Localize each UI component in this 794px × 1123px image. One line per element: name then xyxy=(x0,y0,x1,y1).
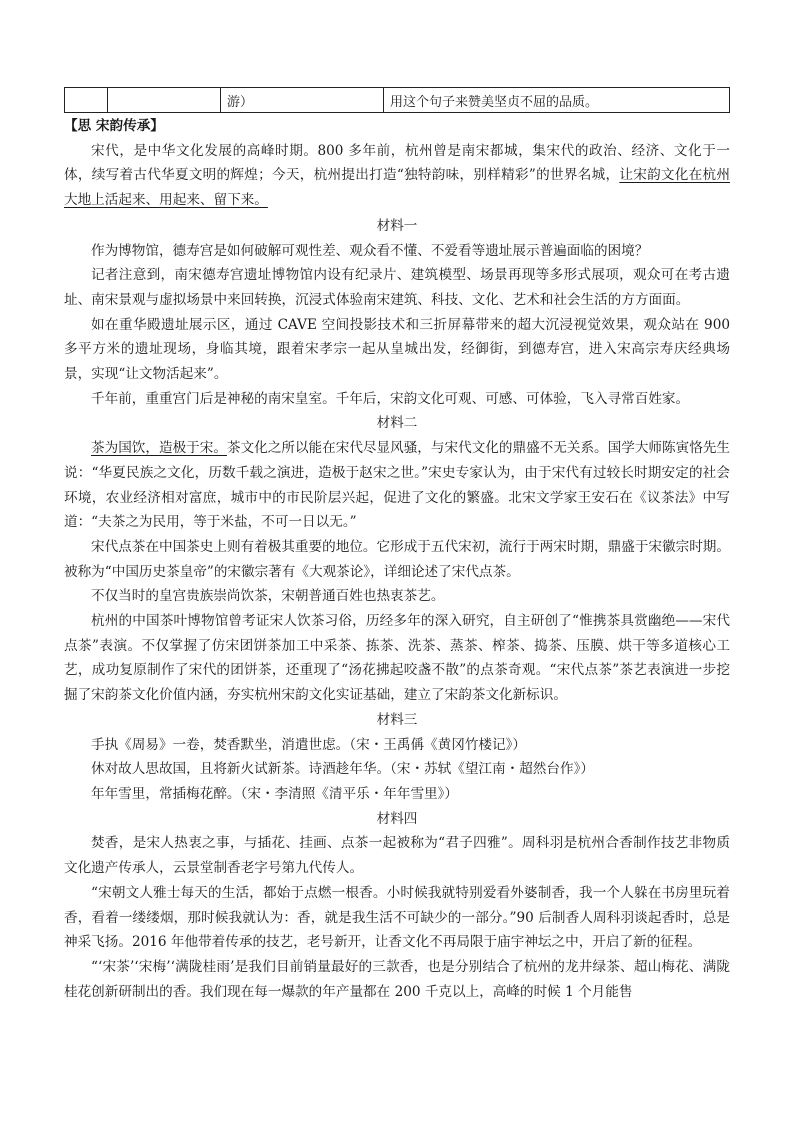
intro-text: 宋代，是中华文化发展的高峰时期。800 多年前，杭州曾是南宋都城，集宋代的政治、经济、文化于一体，续写着古代华夏文明的辉煌；今天，杭州提出打造“独特韵味，别样精彩”的世界名城， xyxy=(64,142,730,184)
material3-heading: 材料三 xyxy=(376,711,418,728)
answer-table xyxy=(64,87,730,113)
intro-paragraph xyxy=(64,139,730,213)
table-cell-number xyxy=(65,88,108,113)
table-row xyxy=(65,88,730,113)
material4-paragraph-2: “宋朝文人雅士每天的生活，都始于点燃一根香。小时候我就特别爱看外婆制香，我一个人躲在书房里玩着香，看着一缕缕烟，那时候我就认为：香，就是我生活不可缺少的一部分。”90 后制香人周科羽谈起香时，总是神采飞扬。2016 年他带着传承的技艺，老号新开，让香文化不再局限于庙宇神坛之中，开启了新的征程。 xyxy=(64,884,730,951)
body-text xyxy=(64,114,730,1004)
material3-line-1: 手执《周易》一卷，焚香默坐，消遣世虑。（宋・王禹偁《黄冈竹楼记》） xyxy=(91,736,526,753)
material2-p1-rest: 茶文化之所以能在宋代尽显风骚，与宋代文化的鼎盛不无关系。国学大师陈寅恪先生说：“华夏民族之文化，历数千载之演进，造极于赵宋之世。”宋史专家认为，由于宋代有过较长时期安定的社会环境，农业经济相对富庶，城市中的市民阶层兴起，促进了文化的繁盛。北宋文学家王安石在《议茶法》中写道：“夫茶之为民用，等于米盐，不可一日以无。” xyxy=(64,440,731,531)
intro-underlined: 让宋韵文化在杭州大地上活起来、用起来、留下来。 xyxy=(64,167,731,209)
material1-paragraph-2: 记者注意到，南宋德寿宫遗址博物馆内设有纪录片、建筑模型、场景再现等多形式展项，观众可在考古遗址、南宋景观与虚拟场景中来回转换，沉浸式体验南宋建筑、科技、文化、艺术和社会生活的方方面面。 xyxy=(64,267,730,308)
material2-paragraph-3: 不仅当时的皇宫贵族崇尚饮茶，宋朝普通百姓也热衷茶艺。 xyxy=(91,588,445,605)
material2-heading: 材料二 xyxy=(376,415,418,432)
material1-paragraph-1: 作为博物馆，德寿宫是如何破解可观性差、观众看不懂、不爱看等遗址展示普遍面临的困境？ xyxy=(91,242,649,259)
table-cell-term xyxy=(108,88,221,113)
material3-line-3: 年年雪里，常插梅花醉。（宋・李清照《清平乐・年年雪里》） xyxy=(91,785,459,802)
material1-paragraph-4: 千年前，重重宫门后是神秘的南宋皇室。千年后，宋韵文化可观、可感、可体验，飞入寻常百姓家。 xyxy=(91,390,690,407)
material2-underlined: 茶为国饮，造极于宋。 xyxy=(91,440,227,457)
material2-paragraph-1 xyxy=(64,436,730,535)
material4-paragraph-1: 焚香，是宋人热衷之事，与插花、挂画、点茶一起被称为“君子四雅”。周科羽是杭州合香制作技艺非物质文化遗产传承人，云景堂制香老字号第九代传人。 xyxy=(64,835,730,877)
material1-heading: 材料一 xyxy=(376,217,418,234)
table-cell-source: 游） xyxy=(221,88,384,113)
material2-paragraph-2: 宋代点茶在中国茶史上则有着极其重要的地位。它形成于五代宋初，流行于两宋时期，鼎盛于宋徽宗时期。被称为“中国历史茶皇帝”的宋徽宗著有《大观茶论》，详细论述了宋代点茶。 xyxy=(64,538,730,580)
section-title: 【思 宋韵传承】 xyxy=(64,118,164,134)
table-cell-usage: 用这个句子来赞美坚贞不屈的品质。 xyxy=(384,88,730,113)
material3-line-2: 休对故人思故国，且将新火试新茶。诗酒趁年华。（宋・苏轼《望江南・超然台作》） xyxy=(91,761,594,778)
material4-heading: 材料四 xyxy=(376,810,418,827)
material1-paragraph-3: 如在重华殿遗址展示区，通过 CAVE 空间投影技术和三折屏幕带来的超大沉浸视觉效果，观众站在 900 多平方米的遗址现场，身临其境，跟着宋孝宗一起从皇城出发，经御街，到德寿宫，进入宋高宗寿庆经典场景，实现“让文物活起来”。 xyxy=(64,316,730,383)
material2-paragraph-4: 杭州的中国茶叶博物馆曾考证宋人饮茶习俗，历经多年的深入研究，自主研创了“惟携茶具赏幽绝——宋代点茶”表演。不仅掌握了仿宋团饼茶加工中采茶、拣茶、洗茶、蒸茶、榨茶、捣茶、压膜、烘干等多道核心工艺，成功复原制作了宋代的团饼茶，还重现了“汤花拂起咬盏不散”的点茶奇观。“宋代点茶”茶艺表演进一步挖掘了宋韵茶文化价值内涵，夯实杭州宋韵文化实证基础，建立了宋韵茶文化新标识。 xyxy=(64,613,730,704)
material4-paragraph-3: “‘宋茶’‘宋梅’‘满陇桂雨’是我们目前销量最好的三款香，也是分别结合了杭州的龙井绿茶、超山梅花、满陇桂花创新研制出的香。我们现在每一爆款的年产量都在 200 千克以上，高峰的时候 1 个月能售 xyxy=(64,958,730,1000)
